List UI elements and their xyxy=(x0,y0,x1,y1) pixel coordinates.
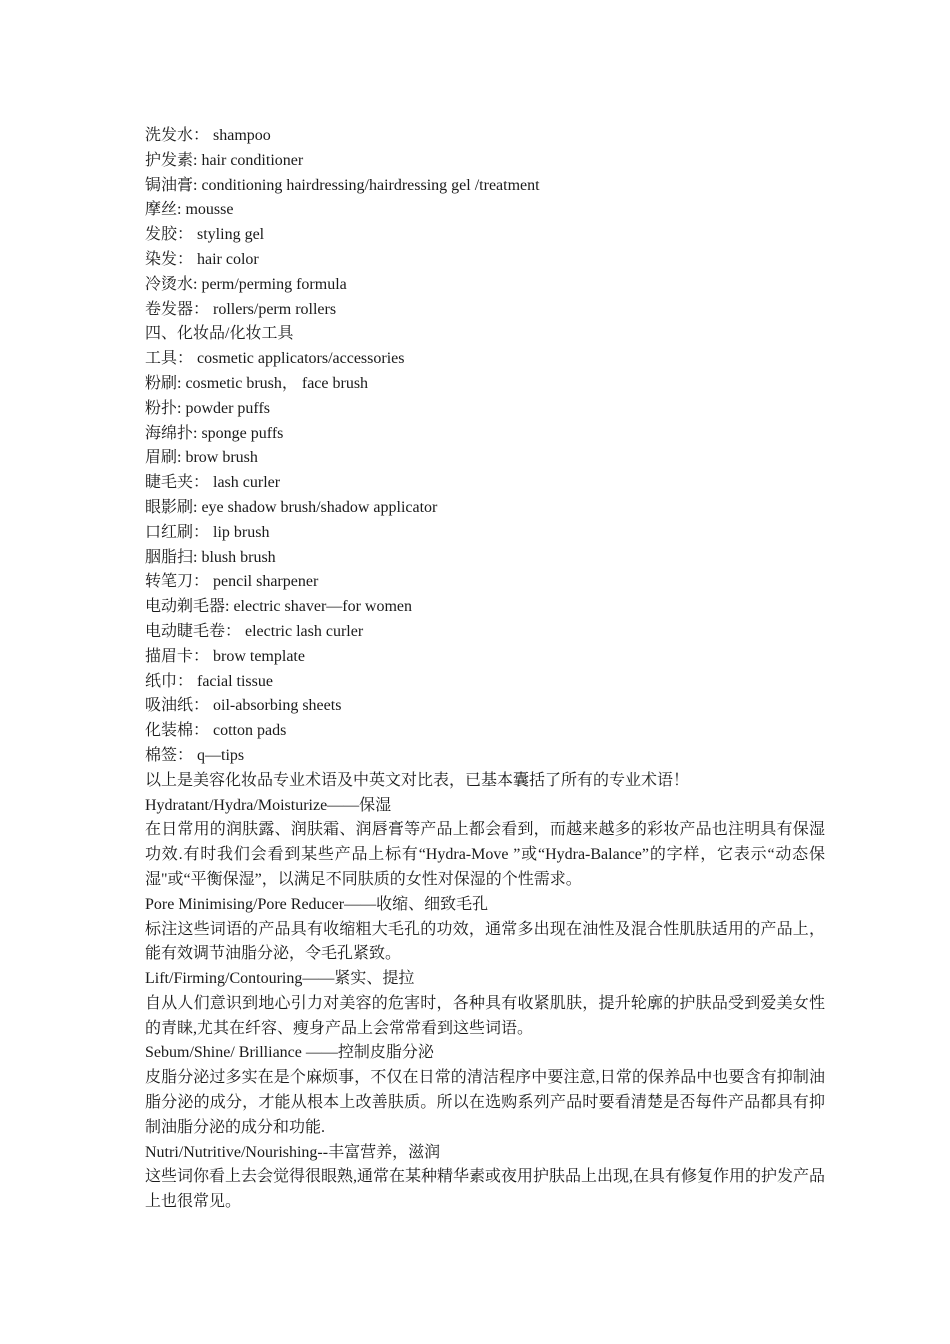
glossary-hair-list xyxy=(145,124,825,322)
glossary-line: 发胶： styling gel xyxy=(145,226,265,244)
glossary-line: 电动剃毛器: electric shaver—for women xyxy=(145,598,413,616)
term-section xyxy=(145,1041,825,1140)
glossary-line: 卷发器： rollers/perm rollers xyxy=(145,300,337,318)
glossary-line: 口红刷： lip brush xyxy=(145,523,270,541)
term-body: 标注这些词语的产品具有收缩粗大毛孔的功效，通常多出现在油性及混合性肌肤适用的产品上，能有效调节油脂分泌，令毛孔紧致。 xyxy=(145,920,825,963)
glossary-line: 棉签： q—tips xyxy=(145,746,245,764)
term-body: 皮脂分泌过多实在是个麻烦事，不仅在日常的清洁程序中要注意,日常的保养品中也要含有抑制油脂分泌的成分，才能从根本上改善肤质。所以在选购系列产品时要看清楚是否每件产品都具有抑制油脂分泌的成分和功能. xyxy=(145,1069,825,1136)
glossary-tools-list xyxy=(145,347,825,769)
glossary-line: 眉刷: brow brush xyxy=(145,449,258,467)
glossary-line: 粉刷: cosmetic brush， face brush xyxy=(145,374,369,392)
glossary-line: 海绵扑: sponge puffs xyxy=(145,424,284,442)
term-section xyxy=(145,967,825,1041)
glossary-line: 纸巾： facial tissue xyxy=(145,672,273,690)
glossary-line: 转笔刀： pencil sharpener xyxy=(145,573,319,591)
document-page xyxy=(145,124,825,1215)
section-heading: 四、化妆品/化妆工具 xyxy=(145,325,294,343)
glossary-line: 眼影刷: eye shadow brush/shadow applicator xyxy=(145,498,438,516)
term-body: 这些词你看上去会觉得很眼熟,通常在某种精华素或夜用护肤品上出现,在具有修复作用的护发产品上也很常见。 xyxy=(145,1168,826,1211)
glossary-line: 睫毛夹： lash curler xyxy=(145,474,281,492)
term-section xyxy=(145,1141,825,1215)
glossary-line: 胭脂扫: blush brush xyxy=(145,548,276,566)
glossary-line: 冷烫水: perm/perming formula xyxy=(145,275,347,293)
glossary-line: 护发素: hair conditioner xyxy=(145,151,304,169)
term-heading: Pore Minimising/Pore Reducer——收缩、细致毛孔 xyxy=(145,895,489,913)
glossary-line: 染发： hair color xyxy=(145,250,259,268)
glossary-line: 锔油膏: conditioning hairdressing/hairdressing gel /treatment xyxy=(145,176,540,194)
glossary-line: 描眉卡： brow template xyxy=(145,647,305,665)
glossary-line: 洗发水： shampoo xyxy=(145,127,271,144)
term-section xyxy=(145,794,825,893)
term-heading: Sebum/Shine/ Brilliance ——控制皮脂分泌 xyxy=(145,1044,434,1062)
glossary-line: 化装棉： cotton pads xyxy=(145,722,287,740)
glossary-line: 粉扑: powder puffs xyxy=(145,399,271,417)
summary-text: 以上是美容化妆品专业术语及中英文对比表，已基本囊括了所有的专业术语！ xyxy=(145,771,690,789)
term-heading: Lift/Firming/Contouring——紧实、提拉 xyxy=(145,970,415,988)
glossary-line: 工具： cosmetic applicators/accessories xyxy=(145,350,405,368)
glossary-line: 摩丝: mousse xyxy=(145,201,234,219)
glossary-line: 吸油纸： oil-absorbing sheets xyxy=(145,697,342,715)
term-heading: Hydratant/Hydra/Moisturize——保湿 xyxy=(145,796,392,814)
glossary-line: 电动睫毛卷： electric lash curler xyxy=(145,622,364,640)
term-body: 自从人们意识到地心引力对美容的危害时，各种具有收紧肌肤，提升轮廓的护肤品受到爱美女性的青睐,尤其在纤容、瘦身产品上会常常看到这些词语。 xyxy=(145,994,825,1037)
term-body: 在日常用的润肤露、润肤霜、润唇膏等产品上都会看到，而越来越多的彩妆产品也注明具有保湿功效.有时我们会看到某些产品上标有“Hydra-Move ”或“Hydra-Balance”的字样，它表示“动态保湿"或“平衡保湿”，以满足不同肤质的女性对保湿的个性需求。 xyxy=(145,821,825,888)
term-section xyxy=(145,893,825,967)
term-heading: Nutri/Nutritive/Nourishing--丰富营养，滋润 xyxy=(145,1143,441,1161)
